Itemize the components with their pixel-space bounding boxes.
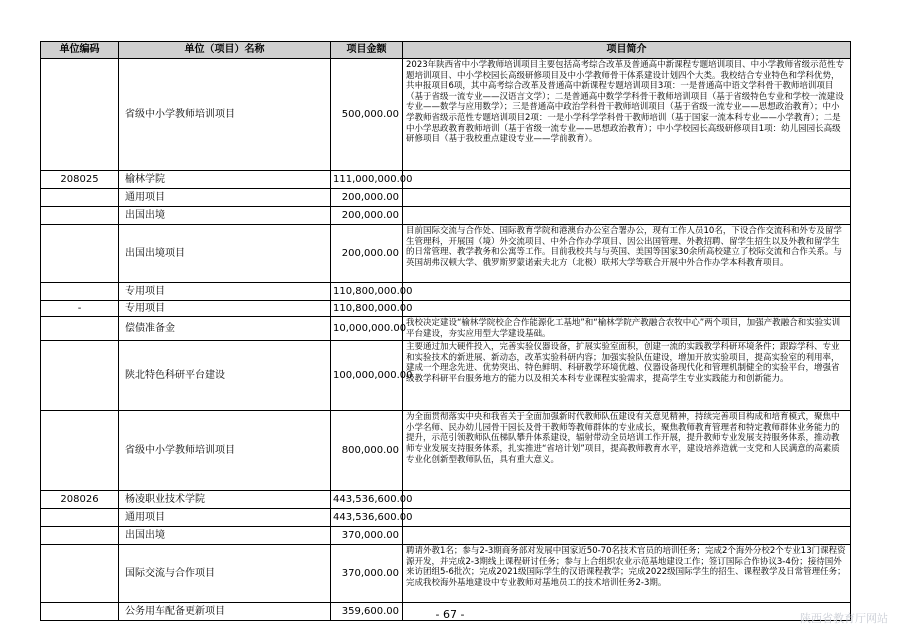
cell-unit-name: 专用项目 — [119, 301, 331, 317]
cell-amount: 370,000.00 — [331, 527, 403, 545]
table-row — [41, 189, 851, 207]
table-header-row — [41, 42, 851, 59]
table-row — [41, 341, 851, 411]
page-number: - 67 - — [435, 608, 465, 621]
cell-amount: 443,536,600.00 — [331, 491, 403, 509]
cell-description: 我校决定建设“榆林学院校企合作能源化工基地”和“榆林学院产教融合农牧中心”两个项目，加强产教融合和实验实训平台建设，夯实应用型大学建设基础。 — [403, 317, 851, 341]
cell-unit-name: 出国出境 — [119, 207, 331, 225]
cell-description — [403, 509, 851, 527]
header-amount: 项目金额 — [331, 42, 403, 59]
cell-unit-name: 国际交流与合作项目 — [119, 545, 331, 603]
cell-unit-code — [41, 411, 119, 491]
cell-unit-code: 208025 — [41, 171, 119, 189]
table-row — [41, 491, 851, 509]
cell-amount: 200,000.00 — [331, 207, 403, 225]
cell-amount: 443,536,600.00 — [331, 509, 403, 527]
cell-unit-code: - — [41, 301, 119, 317]
table-row — [41, 225, 851, 283]
cell-unit-code — [41, 207, 119, 225]
cell-amount: 110,800,000.00 — [331, 283, 403, 301]
site-watermark: 陕西省教育厅网站 — [800, 612, 888, 625]
table-row — [41, 301, 851, 317]
cell-description: 目前国际交流与合作处、国际教育学院和港澳台办公室合署办公，现有工作人员10名，下设合作交流科和外专及留学生管理科，开展国（境）外交流项目、中外合作办学项目、因公出国管理、外教招聘、留学生招生以及外教和留学生的日常管理、教学教务和公寓等工作。目前我校共与与英国、美国等国家30余所高校建立了校际交流和合作关系。与英国胡弗汉顿大学、俄罗斯罗蒙诺索夫北方（北极）联邦大学等联合开展中外合作办学本科教育项目。 — [403, 225, 851, 283]
cell-amount: 200,000.00 — [331, 225, 403, 283]
cell-unit-name: 省级中小学教师培训项目 — [119, 59, 331, 171]
cell-unit-name: 偿债准备金 — [119, 317, 331, 341]
cell-amount: 370,000.00 — [331, 545, 403, 603]
cell-unit-name: 专用项目 — [119, 283, 331, 301]
cell-unit-code — [41, 317, 119, 341]
cell-description — [403, 283, 851, 301]
budget-table — [40, 41, 851, 621]
cell-unit-code: 208026 — [41, 491, 119, 509]
cell-unit-code — [41, 545, 119, 603]
cell-description — [403, 301, 851, 317]
cell-unit-code — [41, 341, 119, 411]
cell-description — [403, 491, 851, 509]
cell-description: 为全面贯彻落实中央和我省关于全面加强新时代教师队伍建设有关意见精神，持续完善项目构成和培育模式，聚焦中小学名师、民办幼儿园骨干园长及骨干教师等教师群体的专业成长，聚焦教师教育管理者和特定教师群体业务能力的提升，示范引领教师队伍梯队攀升体系建设，辐射带动全员培训工作开展，提升教师专业发展支持服务体系，推动教师专业发展支持服务体系，扎实推进“省培计划”项目，提高教师教育水平，建设培养造就一支党和人民满意的高素质专业化创新型教师队伍，具有重大意义。 — [403, 411, 851, 491]
cell-unit-code — [41, 283, 119, 301]
cell-unit-code — [41, 527, 119, 545]
cell-unit-name: 榆林学院 — [119, 171, 331, 189]
cell-unit-code — [41, 509, 119, 527]
table-row — [41, 59, 851, 171]
cell-amount: 359,600.00 — [331, 603, 403, 621]
cell-unit-name: 出国出境项目 — [119, 225, 331, 283]
cell-amount: 100,000,000.00 — [331, 341, 403, 411]
table-row — [41, 171, 851, 189]
header-unit-code: 单位编码 — [41, 42, 119, 59]
table-row — [41, 317, 851, 341]
cell-description — [403, 189, 851, 207]
cell-amount: 10,000,000.00 — [331, 317, 403, 341]
table-body — [41, 59, 851, 621]
cell-unit-name: 杨凌职业技术学院 — [119, 491, 331, 509]
header-description: 项目简介 — [403, 42, 851, 59]
cell-amount: 111,000,000.00 — [331, 171, 403, 189]
cell-unit-code — [41, 189, 119, 207]
cell-unit-name: 公务用车配备更新项目 — [119, 603, 331, 621]
header-unit-name: 单位（项目）名称 — [119, 42, 331, 59]
table-row — [41, 207, 851, 225]
cell-unit-name: 通用项目 — [119, 189, 331, 207]
table-row — [41, 545, 851, 603]
cell-unit-name: 省级中小学教师培训项目 — [119, 411, 331, 491]
cell-unit-code — [41, 225, 119, 283]
cell-amount: 200,000.00 — [331, 189, 403, 207]
cell-amount: 500,000.00 — [331, 59, 403, 171]
cell-unit-name: 通用项目 — [119, 509, 331, 527]
cell-amount: 110,800,000.00 — [331, 301, 403, 317]
cell-description: 2023年陕西省中小学教师培训项目主要包括高考综合改革及普通高中新课程专题培训项目、中小学教师省级示范性专题培训项目、中小学校园长高级研修项目及中小学教师骨干体系建设计划四个大类。我校结合专业特色和学科优势，共申报项目6项，其中高考综合改革及普通高中新课程专题培训项目3项：一是普通高中语文学科骨干教师培训项目（基于省级一流专业——汉语言文学）；二是普通高中数学学科骨干教师培训项目（基于省级特色专业和学校一流建设专业——数学与应用数学）；三是普通高中政治学科骨干教师培训项目（基于省级一流专业——思想政治教育）；中小学教师省级示范性专题培训项目2项：一是小学科学学科骨干教师培训（基于国家一流本科专业——小学教育）；二是中小学思政教育教师培训（基于省级一流专业——思想政治教育）；中小学校园长高级研修项目1项：幼儿园园长高级研修项目（基于我校重点建设专业——学前教育）。 — [403, 59, 851, 171]
table-row — [41, 283, 851, 301]
cell-description: 聘请外教1名；参与2-3期商务部对发展中国家近50-70名技术官员的培训任务；完成2个海外分校2个专业13门课程资源开发，并完成2-3期线上课程研讨任务；参与上合组织农业示范基地建设工作；签订国际合作协议3-4份；接待国外来访团组5-6批次；完成2021级国际学生的汉语课程教学；完成2022级国际学生的招生、课程教学及日常管理任务；完成我校海外基地建设中专业教师对基地员工的技术培训任务2-3期。 — [403, 545, 851, 603]
cell-description — [403, 171, 851, 189]
cell-unit-code — [41, 59, 119, 171]
cell-unit-name: 出国出境 — [119, 527, 331, 545]
cell-description: 主要通过加大硬件投入，完善实验仪器设备，扩展实验室面积，创建一流的实践教学科研环境条件；跟踪学科、专业和实验技术的新进展、新动态，改革实验科研内容；加强实验队伍建设，增加开放实验项目，提高实验室的利用率，建成一个理念先进、优势突出、特色鲜明、科研教学环境优越、仪器设备现代化和管理机制健全的实验平台，增强省级教学科研平台服务地方的能力以及相关本科专业课程实验需求，提高学生专业实践能力和创新能力。 — [403, 341, 851, 411]
cell-amount: 800,000.00 — [331, 411, 403, 491]
table-row — [41, 509, 851, 527]
cell-description — [403, 207, 851, 225]
table-row — [41, 527, 851, 545]
cell-unit-name: 陕北特色科研平台建设 — [119, 341, 331, 411]
table-row — [41, 411, 851, 491]
cell-description — [403, 527, 851, 545]
